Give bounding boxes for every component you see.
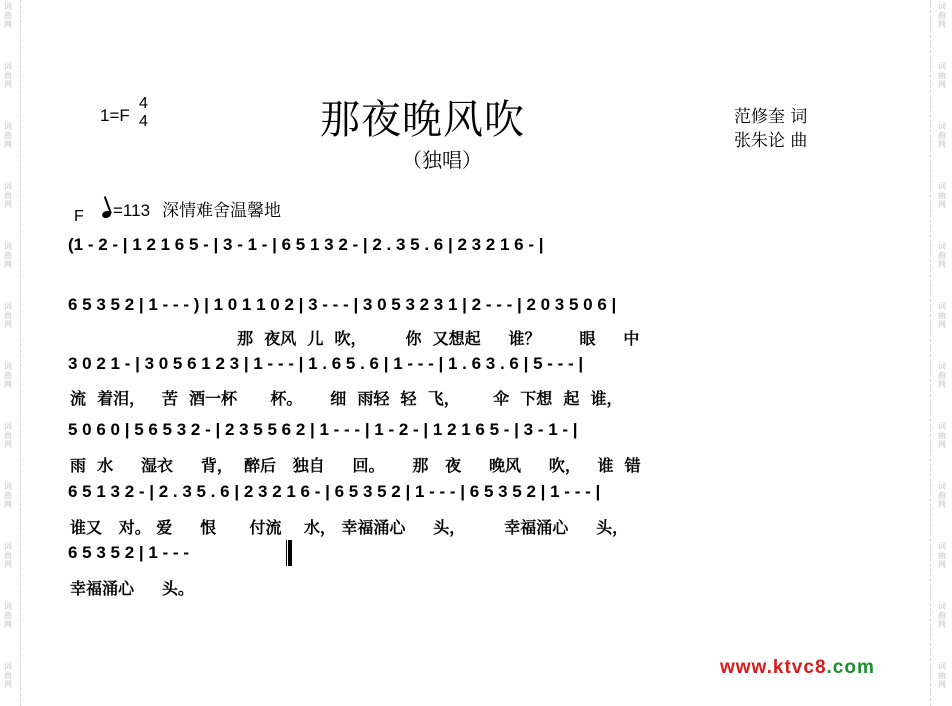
watermark-stamp: 词 曲 网 [4, 122, 12, 149]
time-signature [139, 95, 148, 131]
watermark-stamp: 词 曲 网 [938, 242, 946, 269]
watermark-stamp: 词 曲 网 [938, 182, 946, 209]
quarter-note-icon [101, 210, 112, 220]
chord-label: F [74, 208, 84, 225]
watermark-stamp: 词 曲 网 [938, 422, 946, 449]
left-watermark-strip [2, 0, 16, 706]
site-logo-link[interactable] [720, 657, 875, 679]
watermark-stamp: 词 曲 网 [4, 662, 12, 689]
song-subtitle: （独唱） [402, 148, 482, 172]
score-line-3: 3 0 2 1 - | 3 0 5 6 1 2 3 | 1 - - - | 1 . 6 5 . 6 | 1 - - - | 1 . 6 3 . 6 | 5 - - - | [68, 354, 584, 373]
watermark-stamp: 词 曲 网 [938, 362, 946, 389]
watermark-stamp: 词 曲 网 [938, 2, 946, 29]
score-line-4: 5 0 6 0 | 5 6 5 3 2 - | 2 3 5 5 6 2 | 1 - - - | 1 - 2 - | 1 2 1 6 5 - | 3 - 1 - | [68, 420, 578, 439]
composer-credit: 张朱论 曲 [734, 131, 808, 151]
left-margin-guide [20, 0, 21, 706]
watermark-stamp: 词 曲 网 [938, 122, 946, 149]
watermark-stamp: 词 曲 网 [4, 182, 12, 209]
lyric-line-4: 谁又 对。 爱 恨 付流 水， 幸福涌心 头， 幸福涌心 头， [70, 518, 629, 537]
watermark-stamp: 词 曲 网 [4, 542, 12, 569]
watermark-stamp: 词 曲 网 [4, 302, 12, 329]
watermark-stamp: 词 曲 网 [4, 62, 12, 89]
watermark-stamp: 词 曲 网 [938, 662, 946, 689]
watermark-stamp: 词 曲 网 [4, 602, 12, 629]
watermark-stamp: 词 曲 网 [938, 602, 946, 629]
lyricist-credit: 范修奎 词 [734, 107, 808, 127]
watermark-stamp: 词 曲 网 [4, 2, 12, 29]
score-line-6: 6 5 3 5 2 | 1 - - - [68, 543, 189, 562]
watermark-stamp: 词 曲 网 [938, 542, 946, 569]
watermark-stamp: 词 曲 网 [938, 482, 946, 509]
song-title: 那夜晚风吹 [320, 97, 525, 143]
expression-text: 深情难舍温馨地 [162, 201, 282, 220]
lyric-line-1: 那 夜风 儿 吹， 你 又想起 谁？ 眼 中 [70, 329, 640, 348]
meter-top: 4 [139, 95, 148, 112]
watermark-stamp: 词 曲 网 [4, 422, 12, 449]
logo-part-2: .com [826, 657, 875, 678]
tempo-value: =113 [113, 201, 151, 220]
watermark-stamp: 词 曲 网 [938, 62, 946, 89]
right-margin-guide [930, 0, 931, 706]
watermark-stamp: 词 曲 网 [4, 482, 12, 509]
tempo-marking [102, 196, 281, 221]
lyric-line-5: 幸福涌心 头。 [70, 579, 194, 598]
score-line-2: 6 5 3 5 2 | 1 - - - ) | 1 0 1 1 0 2 | 3 - - - | 3 0 5 3 2 3 1 | 2 - - - | 2 0 3 5 0 6 | [68, 295, 617, 314]
right-watermark-strip [936, 0, 950, 706]
logo-part-1: www.ktvc8 [720, 657, 827, 678]
meter-bottom: 4 [139, 113, 148, 130]
key-signature: 1=F [100, 106, 130, 125]
score-line-5: 6 5 1 3 2 - | 2 . 3 5 . 6 | 2 3 2 1 6 - | 6 5 3 5 2 | 1 - - - | 6 5 3 5 2 | 1 - - - | [68, 482, 601, 501]
final-barline [286, 540, 292, 566]
watermark-stamp: 词 曲 网 [938, 302, 946, 329]
lyric-line-3: 雨 水 湿衣 背， 醉后 独自 回。 那 夜 晚风 吹， 谁 错 [70, 456, 641, 475]
watermark-stamp: 词 曲 网 [4, 242, 12, 269]
watermark-stamp: 词 曲 网 [4, 362, 12, 389]
lyric-line-2: 流 着泪， 苦 酒一杯 杯。 细 雨轻 轻 飞， 伞 下想 起 谁， [70, 389, 623, 408]
score-line-1: (1 - 2 - | 1 2 1 6 5 - | 3 - 1 - | 6 5 1 3 2 - | 2 . 3 5 . 6 | 2 3 2 1 6 - | [68, 235, 544, 254]
